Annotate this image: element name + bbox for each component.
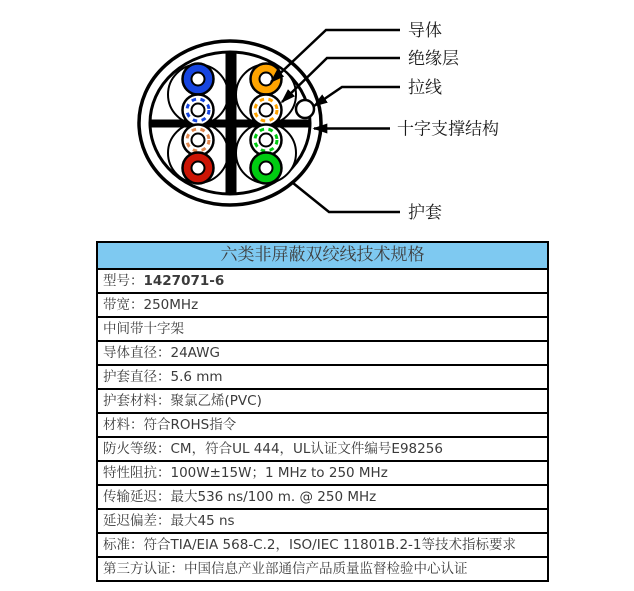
orange-wire-conductor [260,73,273,86]
spec-row [98,270,547,294]
spec-row-value: 聚氯乙烯(PVC) [170,393,262,409]
white-green-wire-conductor [260,134,273,147]
cross-horizontal-bar [150,120,310,128]
spec-row [98,342,547,366]
cable-cross-section-diagram [0,0,634,240]
spec-row-label: 材料： [103,417,144,433]
spec-row [98,318,547,342]
spec-row-label: 特性阻抗： [103,465,171,481]
spec-table-rows [98,270,547,580]
spec-table [96,241,549,582]
spec-row [98,438,547,462]
label-conductor: 导体 [408,21,442,41]
spec-row-value: 250MHz [143,297,199,313]
label-jacket: 护套 [408,203,442,223]
callout-line-jacket [293,183,400,212]
label-insulation: 绝缘层 [408,49,459,69]
white-blue-wire-conductor [192,104,205,117]
spec-row [98,390,547,414]
spec-row-value: 最大45 ns [170,513,235,529]
spec-row-label: 中间带十字架 [103,321,184,337]
callout-line-ripcord [314,87,400,106]
spec-row [98,414,547,438]
white-orange-wire-conductor [260,104,273,117]
rip-cord [296,100,314,118]
spec-row [98,534,547,558]
spec-row-label: 延迟偏差： [103,513,171,529]
spec-row [98,510,547,534]
spec-row-value: 1427071-6 [143,273,225,289]
spec-row-value: 最大536 ns/100 m. @ 250 MHz [170,489,377,505]
spec-row-value: 24AWG [170,345,220,361]
spec-row [98,558,547,580]
label-cross-support: 十字支撑结构 [397,119,499,140]
spec-row [98,486,547,510]
blue-wire-conductor [192,73,205,86]
spec-row-value: CM，符合UL 444，UL认证文件编号E98256 [170,441,443,457]
spec-row-value: 符合TIA/EIA 568-C.2，ISO/IEC 11801B.2-1等技术指标要求 [143,537,516,553]
spec-row-label: 传输延迟： [103,489,171,505]
callout-labels [397,21,499,223]
spec-row-label: 带宽： [103,297,144,313]
spec-row-label: 标准： [103,537,144,553]
red-wire-conductor [192,162,205,175]
white-brown-wire-conductor [192,134,205,147]
spec-row-label: 型号： [103,273,144,289]
spec-row-label: 导体直径： [103,345,171,361]
spec-row-value: 5.6 mm [170,369,223,385]
spec-row-label: 防火等级： [103,441,171,457]
spec-table-title: 六类非屏蔽双绞线技术规格 [98,243,547,270]
spec-row-value: 符合ROHS指令 [143,417,237,433]
spec-row-value: 中国信息产业部通信产品质量监督检验中心认证 [184,561,468,577]
label-ripcord: 拉线 [408,78,442,98]
spec-row-label: 护套直径： [103,369,171,385]
spec-row-value: 100W±15W；1 MHz to 250 MHz [170,465,388,481]
spec-row [98,462,547,486]
spec-row [98,366,547,390]
spec-row-label: 第三方认证： [103,561,184,577]
spec-row-label: 护套材料： [103,393,171,409]
spec-row [98,294,547,318]
green-wire-conductor [260,162,273,175]
